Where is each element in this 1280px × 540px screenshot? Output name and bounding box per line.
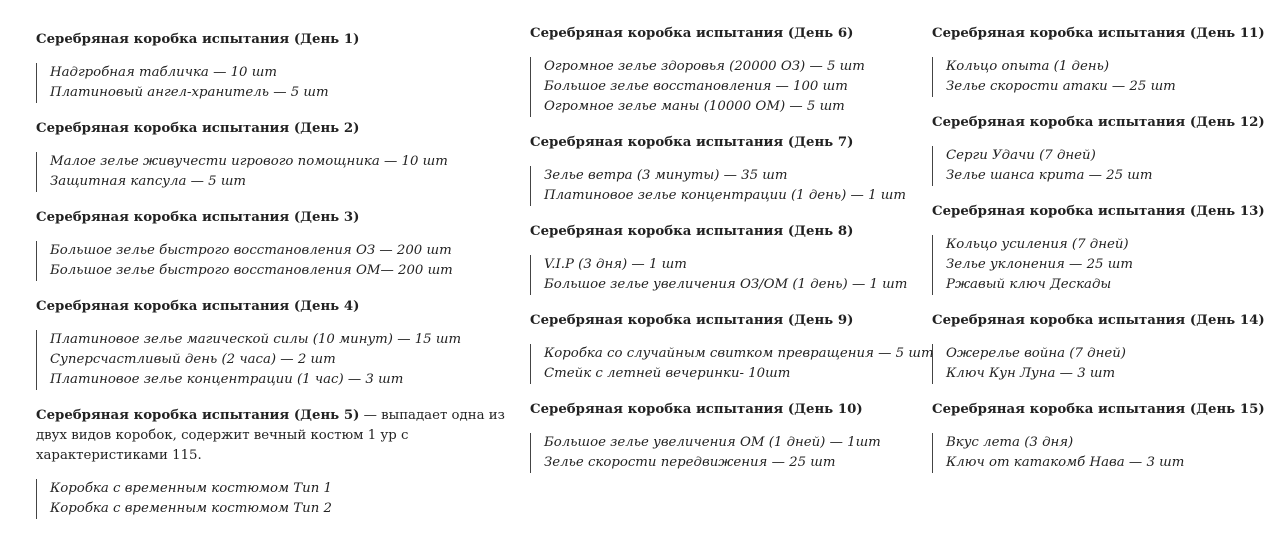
item-list: [530, 344, 934, 384]
list-item: V.I.P (3 дня) — 1 шт: [544, 257, 687, 272]
day-block-12: [932, 113, 1265, 186]
day-heading: Серебряная коробка испытания (День 1): [36, 32, 360, 47]
list-item: Зелье уклонения — 25 шт: [946, 257, 1133, 272]
day-block-1: [36, 30, 508, 103]
list-item: Большое зелье увеличения ОЗ/ОМ (1 день) — 1 шт: [544, 277, 908, 292]
list-item: Стейк с летней вечеринки- 10шт: [544, 366, 791, 381]
list-item: Коробка с временным костюмом Тип 2: [50, 501, 332, 516]
item-list: [530, 433, 910, 473]
item-list: [932, 235, 1262, 295]
item-list: [932, 433, 1262, 473]
day-heading: Серебряная коробка испытания (День 6): [530, 26, 854, 41]
list-item: Надгробная табличка — 10 шт: [50, 65, 277, 80]
item-list: [36, 479, 508, 519]
list-item: Платиновое зелье концентрации (1 час) — 3 шт: [50, 372, 404, 387]
item-list: [530, 166, 910, 206]
day-block-4: [36, 297, 508, 390]
day-block-10: [530, 400, 910, 473]
day-heading: Серебряная коробка испытания (День 7): [530, 135, 854, 150]
list-item: Зелье ветра (3 минуты) — 35 шт: [544, 168, 788, 183]
day-block-14: [932, 311, 1265, 384]
day-heading: Серебряная коробка испытания (День 13): [932, 204, 1265, 219]
list-item: Платиновый ангел-хранитель — 5 шт: [50, 85, 329, 100]
list-item: Защитная капсула — 5 шт: [50, 174, 247, 189]
day-block-3: [36, 208, 508, 281]
day-heading: Серебряная коробка испытания (День 15): [932, 402, 1265, 417]
item-list: [932, 344, 1262, 384]
column-1: [36, 30, 508, 535]
day-heading: Серебряная коробка испытания (День 11): [932, 26, 1265, 41]
list-item: Огромное зелье маны (10000 ОМ) — 5 шт: [544, 99, 845, 114]
list-item: Зелье шанса крита — 25 шт: [946, 168, 1153, 183]
list-item: Ключ от катакомб Нава — 3 шт: [946, 455, 1185, 470]
list-item: Серги Удачи (7 дней): [946, 148, 1096, 163]
day-heading: Серебряная коробка испытания (День 14): [932, 313, 1265, 328]
column-2: [530, 24, 934, 489]
item-list: [932, 146, 1262, 186]
list-item: Коробка с временным костюмом Тип 1: [50, 481, 332, 496]
day-heading: Серебряная коробка испытания (День 4): [36, 299, 360, 314]
day-block-11: [932, 24, 1265, 97]
day-block-13: [932, 202, 1265, 295]
day-heading: Серебряная коробка испытания (День 8): [530, 224, 854, 239]
list-item: Ожерелье война (7 дней): [946, 346, 1126, 361]
day-heading-title: Серебряная коробка испытания (День 5): [36, 408, 360, 423]
day-block-9: [530, 311, 934, 384]
day-block-7: [530, 133, 910, 206]
column-3: [932, 24, 1265, 489]
list-item: Большое зелье увеличения ОМ (1 дней) — 1шт: [544, 435, 881, 450]
list-item: Вкус лета (3 дня): [946, 435, 1074, 450]
day-note: — выпадает одна из двух видов коробок, содержит вечный костюм 1 ур с характеристиками 115.: [36, 408, 505, 463]
list-item: Кольцо усиления (7 дней): [946, 237, 1129, 252]
list-item: Коробка со случайным свитком превращения — 5 шт: [544, 346, 934, 361]
list-item: Суперсчастливый день (2 часа) — 2 шт: [50, 352, 336, 367]
day-heading: Серебряная коробка испытания (День 3): [36, 210, 360, 225]
day-heading: Серебряная коробка испытания (День 10): [530, 402, 863, 417]
day-block-6: [530, 24, 910, 117]
list-item: Малое зелье живучести игрового помощника — 10 шт: [50, 154, 448, 169]
day-block-8: [530, 222, 910, 295]
item-list: [36, 330, 508, 390]
day-heading: Серебряная коробка испытания (День 2): [36, 121, 360, 136]
day-block-15: [932, 400, 1265, 473]
list-item: Кольцо опыта (1 день): [946, 59, 1110, 74]
day-block-2: [36, 119, 508, 192]
list-item: Платиновое зелье концентрации (1 день) — 1 шт: [544, 188, 906, 203]
day-heading-with-note: [36, 406, 508, 466]
day-heading: Серебряная коробка испытания (День 9): [530, 313, 854, 328]
list-item: Платиновое зелье магической силы (10 минут) — 15 шт: [50, 332, 462, 347]
day-heading: Серебряная коробка испытания (День 12): [932, 115, 1265, 130]
item-list: [530, 255, 910, 295]
item-list: [530, 57, 910, 117]
list-item: Ржавый ключ Дескады: [946, 277, 1112, 292]
list-item: Зелье скорости атаки — 25 шт: [946, 79, 1176, 94]
list-item: Зелье скорости передвижения — 25 шт: [544, 455, 836, 470]
list-item: Огромное зелье здоровья (20000 ОЗ) — 5 шт: [544, 59, 865, 74]
list-item: Большое зелье быстрого восстановления ОМ— 200 шт: [50, 263, 453, 278]
item-list: [36, 152, 508, 192]
item-list: [36, 63, 508, 103]
item-list: [932, 57, 1262, 97]
list-item: Ключ Кун Луна — 3 шт: [946, 366, 1116, 381]
day-block-5: [36, 406, 508, 519]
list-item: Большое зелье восстановления — 100 шт: [544, 79, 848, 94]
item-list: [36, 241, 508, 281]
list-item: Большое зелье быстрого восстановления ОЗ — 200 шт: [50, 243, 452, 258]
